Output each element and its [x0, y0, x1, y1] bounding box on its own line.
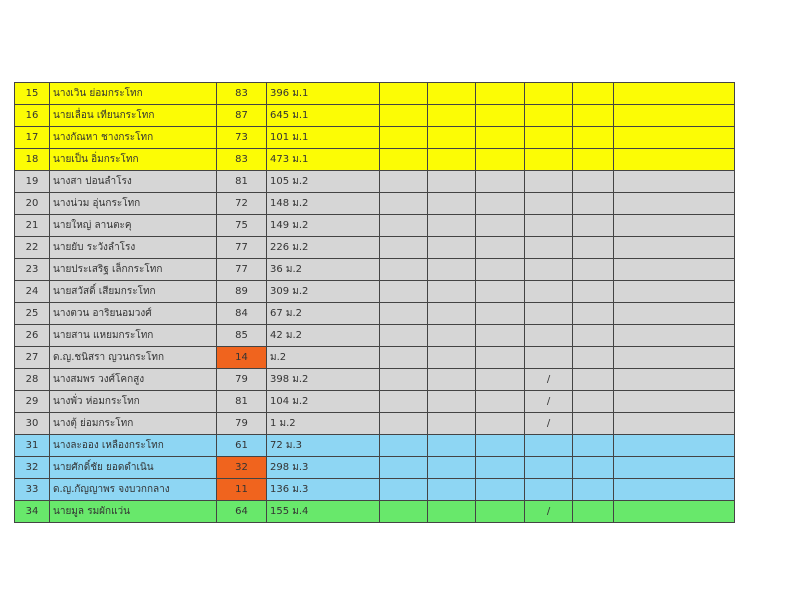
row-number-cell[interactable]: 29 — [15, 391, 50, 413]
row-number-cell[interactable]: 23 — [15, 259, 50, 281]
empty-cell[interactable] — [614, 259, 735, 281]
age-cell[interactable]: 89 — [217, 281, 267, 303]
empty-cell[interactable] — [614, 391, 735, 413]
empty-cell[interactable] — [614, 501, 735, 523]
empty-cell[interactable] — [380, 347, 428, 369]
table-row — [15, 237, 735, 259]
empty-cell[interactable] — [428, 105, 476, 127]
empty-cell[interactable] — [614, 281, 735, 303]
empty-cell[interactable] — [573, 149, 614, 171]
empty-cell[interactable] — [476, 457, 525, 479]
empty-cell[interactable] — [380, 501, 428, 523]
address-cell[interactable]: ม.2 — [267, 347, 380, 369]
empty-cell[interactable] — [380, 127, 428, 149]
empty-cell[interactable] — [380, 369, 428, 391]
name-cell[interactable]: นายศักดิ์ชัย ยอดดำเนิน — [50, 457, 217, 479]
empty-cell[interactable] — [476, 215, 525, 237]
data-table — [14, 82, 735, 523]
empty-cell[interactable] — [573, 193, 614, 215]
check-mark-cell[interactable] — [525, 281, 573, 303]
empty-cell[interactable] — [428, 347, 476, 369]
empty-cell[interactable] — [428, 171, 476, 193]
name-cell[interactable]: นายเลื่อน เทียนกระโทก — [50, 105, 217, 127]
empty-cell[interactable] — [476, 83, 525, 105]
empty-cell[interactable] — [380, 237, 428, 259]
empty-cell[interactable] — [380, 259, 428, 281]
address-cell[interactable]: 149 ม.2 — [267, 215, 380, 237]
check-mark-cell[interactable] — [525, 193, 573, 215]
age-cell[interactable]: 79 — [217, 413, 267, 435]
table-row — [15, 127, 735, 149]
check-mark-cell[interactable] — [525, 259, 573, 281]
row-number-cell[interactable]: 19 — [15, 171, 50, 193]
empty-cell[interactable] — [428, 215, 476, 237]
empty-cell[interactable] — [614, 325, 735, 347]
empty-cell[interactable] — [380, 325, 428, 347]
age-cell[interactable]: 83 — [217, 149, 267, 171]
empty-cell[interactable] — [380, 303, 428, 325]
address-cell[interactable]: 396 ม.1 — [267, 83, 380, 105]
empty-cell[interactable] — [428, 435, 476, 457]
row-number-cell[interactable]: 25 — [15, 303, 50, 325]
empty-cell[interactable] — [573, 281, 614, 303]
address-cell[interactable]: 155 ม.4 — [267, 501, 380, 523]
row-number-cell[interactable]: 21 — [15, 215, 50, 237]
row-number-cell[interactable]: 27 — [15, 347, 50, 369]
empty-cell[interactable] — [614, 347, 735, 369]
address-cell[interactable]: 226 ม.2 — [267, 237, 380, 259]
table-row — [15, 171, 735, 193]
empty-cell[interactable] — [476, 193, 525, 215]
table-row — [15, 215, 735, 237]
empty-cell[interactable] — [476, 347, 525, 369]
address-cell[interactable]: 298 ม.3 — [267, 457, 380, 479]
name-cell[interactable]: นายมูล รมผักแว่น — [50, 501, 217, 523]
table-row — [15, 303, 735, 325]
row-number-cell[interactable]: 32 — [15, 457, 50, 479]
table-row — [15, 259, 735, 281]
check-mark-cell[interactable] — [525, 149, 573, 171]
empty-cell[interactable] — [476, 501, 525, 523]
empty-cell[interactable] — [428, 237, 476, 259]
name-cell[interactable]: นางสา ปอนลำโรง — [50, 171, 217, 193]
table-row — [15, 501, 735, 523]
empty-cell[interactable] — [380, 479, 428, 501]
table-row — [15, 149, 735, 171]
empty-cell[interactable] — [573, 171, 614, 193]
empty-cell[interactable] — [380, 281, 428, 303]
table-row — [15, 435, 735, 457]
name-cell[interactable]: นายสวัสดิ์ เสียมกระโทก — [50, 281, 217, 303]
empty-cell[interactable] — [573, 325, 614, 347]
empty-cell[interactable] — [428, 479, 476, 501]
empty-cell[interactable] — [614, 237, 735, 259]
empty-cell[interactable] — [428, 369, 476, 391]
empty-cell[interactable] — [573, 215, 614, 237]
empty-cell[interactable] — [428, 83, 476, 105]
table-row — [15, 479, 735, 501]
empty-cell[interactable] — [614, 193, 735, 215]
empty-cell[interactable] — [380, 83, 428, 105]
table-row — [15, 281, 735, 303]
check-mark-cell[interactable] — [525, 457, 573, 479]
address-cell[interactable]: 36 ม.2 — [267, 259, 380, 281]
name-cell[interactable]: นายใหญ่ ลานตะคุ — [50, 215, 217, 237]
name-cell[interactable]: นางพั่ว ห่อมกระโทก — [50, 391, 217, 413]
table-row — [15, 391, 735, 413]
name-cell[interactable]: นางน่วม อุ่นกระโทก — [50, 193, 217, 215]
age-cell[interactable]: 73 — [217, 127, 267, 149]
table-row — [15, 193, 735, 215]
empty-cell[interactable] — [614, 435, 735, 457]
empty-cell[interactable] — [428, 413, 476, 435]
check-mark-cell[interactable] — [525, 325, 573, 347]
age-cell[interactable]: 81 — [217, 391, 267, 413]
row-number-cell[interactable]: 28 — [15, 369, 50, 391]
empty-cell[interactable] — [476, 413, 525, 435]
age-cell[interactable]: 81 — [217, 171, 267, 193]
age-cell[interactable]: 77 — [217, 259, 267, 281]
table-row — [15, 369, 735, 391]
check-mark-cell[interactable]: / — [525, 413, 573, 435]
age-cell[interactable]: 83 — [217, 83, 267, 105]
empty-cell[interactable] — [573, 127, 614, 149]
address-cell[interactable]: 42 ม.2 — [267, 325, 380, 347]
empty-cell[interactable] — [428, 127, 476, 149]
name-cell[interactable]: นายยับ ระวังลำโรง — [50, 237, 217, 259]
empty-cell[interactable] — [476, 259, 525, 281]
empty-cell[interactable] — [380, 391, 428, 413]
empty-cell[interactable] — [380, 457, 428, 479]
row-number-cell[interactable]: 34 — [15, 501, 50, 523]
empty-cell[interactable] — [428, 391, 476, 413]
empty-cell[interactable] — [380, 105, 428, 127]
address-cell[interactable]: 72 ม.3 — [267, 435, 380, 457]
age-cell[interactable]: 14 — [217, 347, 267, 369]
empty-cell[interactable] — [573, 259, 614, 281]
check-mark-cell[interactable]: / — [525, 369, 573, 391]
empty-cell[interactable] — [476, 237, 525, 259]
empty-cell[interactable] — [614, 127, 735, 149]
address-cell[interactable]: 67 ม.2 — [267, 303, 380, 325]
empty-cell[interactable] — [614, 149, 735, 171]
table-row — [15, 325, 735, 347]
row-number-cell[interactable]: 30 — [15, 413, 50, 435]
age-cell[interactable]: 85 — [217, 325, 267, 347]
empty-cell[interactable] — [380, 149, 428, 171]
empty-cell[interactable] — [614, 105, 735, 127]
check-mark-cell[interactable] — [525, 171, 573, 193]
empty-cell[interactable] — [614, 457, 735, 479]
check-mark-cell[interactable] — [525, 83, 573, 105]
empty-cell[interactable] — [573, 413, 614, 435]
row-number-cell[interactable]: 16 — [15, 105, 50, 127]
address-cell[interactable]: 1 ม.2 — [267, 413, 380, 435]
empty-cell[interactable] — [614, 83, 735, 105]
age-cell[interactable]: 79 — [217, 369, 267, 391]
empty-cell[interactable] — [476, 127, 525, 149]
empty-cell[interactable] — [476, 435, 525, 457]
empty-cell[interactable] — [573, 105, 614, 127]
check-mark-cell[interactable] — [525, 237, 573, 259]
empty-cell[interactable] — [573, 347, 614, 369]
check-mark-cell[interactable] — [525, 303, 573, 325]
address-cell[interactable]: 645 ม.1 — [267, 105, 380, 127]
address-cell[interactable]: 398 ม.2 — [267, 369, 380, 391]
address-cell[interactable]: 136 ม.3 — [267, 479, 380, 501]
empty-cell[interactable] — [476, 171, 525, 193]
age-cell[interactable]: 72 — [217, 193, 267, 215]
name-cell[interactable]: นางตวน อาริยนอมวงศ์ — [50, 303, 217, 325]
table-row — [15, 83, 735, 105]
age-cell[interactable]: 84 — [217, 303, 267, 325]
address-cell[interactable]: 105 ม.2 — [267, 171, 380, 193]
row-number-cell[interactable]: 26 — [15, 325, 50, 347]
name-cell[interactable]: นางกัณหา ชางกระโทก — [50, 127, 217, 149]
empty-cell[interactable] — [476, 149, 525, 171]
empty-cell[interactable] — [573, 303, 614, 325]
check-mark-cell[interactable]: / — [525, 391, 573, 413]
empty-cell[interactable] — [428, 281, 476, 303]
row-number-cell[interactable]: 15 — [15, 83, 50, 105]
name-cell[interactable]: นางสมพร วงศ์โคกสูง — [50, 369, 217, 391]
empty-cell[interactable] — [380, 413, 428, 435]
empty-cell[interactable] — [614, 369, 735, 391]
name-cell[interactable]: นายประเสริฐ เล็กกระโทก — [50, 259, 217, 281]
empty-cell[interactable] — [476, 391, 525, 413]
empty-cell[interactable] — [573, 435, 614, 457]
row-number-cell[interactable]: 24 — [15, 281, 50, 303]
empty-cell[interactable] — [476, 281, 525, 303]
empty-cell[interactable] — [614, 171, 735, 193]
table-row — [15, 105, 735, 127]
empty-cell[interactable] — [573, 237, 614, 259]
address-cell[interactable]: 473 ม.1 — [267, 149, 380, 171]
row-number-cell[interactable]: 33 — [15, 479, 50, 501]
empty-cell[interactable] — [428, 325, 476, 347]
empty-cell[interactable] — [428, 501, 476, 523]
age-cell[interactable]: 64 — [217, 501, 267, 523]
row-number-cell[interactable]: 17 — [15, 127, 50, 149]
empty-cell[interactable] — [428, 457, 476, 479]
age-cell[interactable]: 75 — [217, 215, 267, 237]
name-cell[interactable]: ด.ญ.ชนิสรา ญวนกระโทก — [50, 347, 217, 369]
name-cell[interactable]: นางละออง เหลืองกระโทก — [50, 435, 217, 457]
empty-cell[interactable] — [476, 105, 525, 127]
row-number-cell[interactable]: 18 — [15, 149, 50, 171]
empty-cell[interactable] — [614, 303, 735, 325]
age-cell[interactable]: 11 — [217, 479, 267, 501]
empty-cell[interactable] — [428, 303, 476, 325]
check-mark-cell[interactable] — [525, 435, 573, 457]
empty-cell[interactable] — [380, 193, 428, 215]
empty-cell[interactable] — [573, 501, 614, 523]
check-mark-cell[interactable] — [525, 215, 573, 237]
empty-cell[interactable] — [380, 435, 428, 457]
address-cell[interactable]: 101 ม.1 — [267, 127, 380, 149]
check-mark-cell[interactable] — [525, 105, 573, 127]
age-cell[interactable]: 77 — [217, 237, 267, 259]
check-mark-cell[interactable] — [525, 347, 573, 369]
empty-cell[interactable] — [573, 457, 614, 479]
name-cell[interactable]: นางตุ้ ย่อมกระโทก — [50, 413, 217, 435]
row-number-cell[interactable]: 22 — [15, 237, 50, 259]
empty-cell[interactable] — [614, 413, 735, 435]
address-cell[interactable]: 309 ม.2 — [267, 281, 380, 303]
check-mark-cell[interactable] — [525, 127, 573, 149]
empty-cell[interactable] — [476, 303, 525, 325]
empty-cell[interactable] — [380, 215, 428, 237]
address-cell[interactable]: 104 ม.2 — [267, 391, 380, 413]
empty-cell[interactable] — [614, 479, 735, 501]
empty-cell[interactable] — [476, 325, 525, 347]
age-cell[interactable]: 61 — [217, 435, 267, 457]
address-cell[interactable]: 148 ม.2 — [267, 193, 380, 215]
empty-cell[interactable] — [476, 369, 525, 391]
check-mark-cell[interactable]: / — [525, 501, 573, 523]
name-cell[interactable]: นายเป็น อิ่มกระโทก — [50, 149, 217, 171]
empty-cell[interactable] — [428, 149, 476, 171]
empty-cell[interactable] — [380, 171, 428, 193]
table-row — [15, 413, 735, 435]
empty-cell[interactable] — [428, 193, 476, 215]
row-number-cell[interactable]: 20 — [15, 193, 50, 215]
empty-cell[interactable] — [573, 479, 614, 501]
empty-cell[interactable] — [573, 83, 614, 105]
name-cell[interactable]: นางเวิน ย่อมกระโทก — [50, 83, 217, 105]
name-cell[interactable]: ด.ญ.กัญญาพร จงบวกกลาง — [50, 479, 217, 501]
table-row — [15, 457, 735, 479]
age-cell[interactable]: 87 — [217, 105, 267, 127]
check-mark-cell[interactable] — [525, 479, 573, 501]
empty-cell[interactable] — [614, 215, 735, 237]
empty-cell[interactable] — [476, 479, 525, 501]
empty-cell[interactable] — [573, 369, 614, 391]
table-row — [15, 347, 735, 369]
row-number-cell[interactable]: 31 — [15, 435, 50, 457]
name-cell[interactable]: นายสาน แหยมกระโทก — [50, 325, 217, 347]
empty-cell[interactable] — [573, 391, 614, 413]
table-body — [15, 83, 735, 523]
age-cell[interactable]: 32 — [217, 457, 267, 479]
empty-cell[interactable] — [428, 259, 476, 281]
